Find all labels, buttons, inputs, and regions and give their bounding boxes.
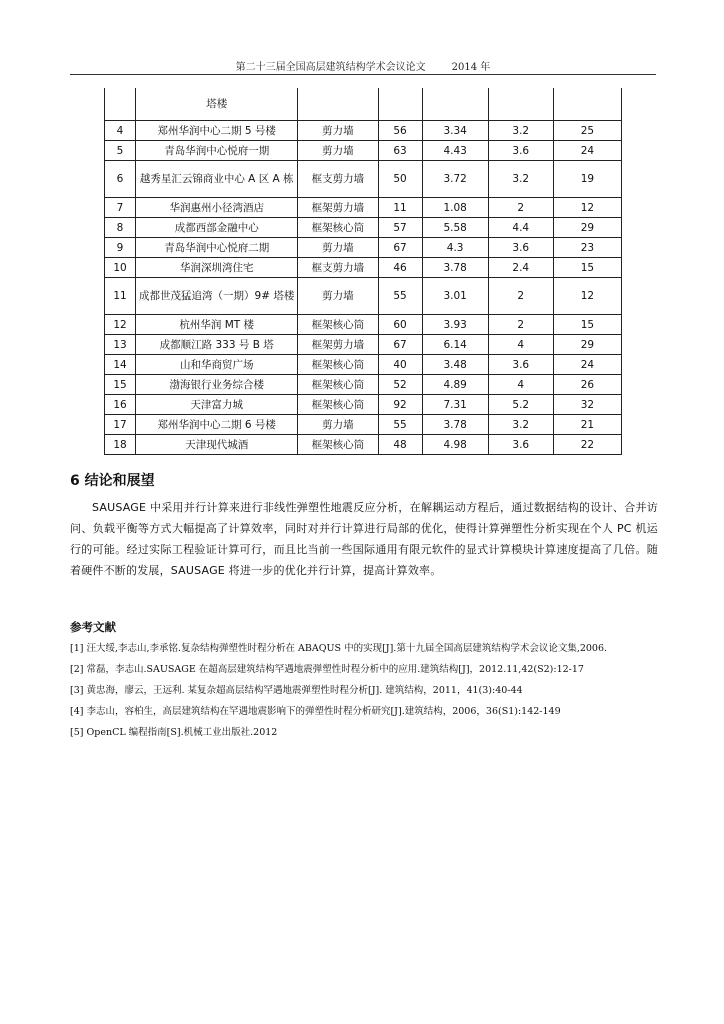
cell-v2: 7.31 [422, 395, 488, 415]
table-row [105, 278, 622, 315]
cell-type: 剪力墙 [298, 278, 378, 315]
references-heading: 参考文献 [70, 620, 116, 634]
cell-name: 杭州华润 MT 楼 [136, 315, 298, 335]
reference-list [70, 638, 658, 743]
table-row [105, 335, 622, 355]
cell-no: 8 [105, 218, 136, 238]
section-heading: 6 结论和展望 [70, 473, 155, 489]
cell-v3: 4 [488, 335, 553, 355]
cell-name: 渤海银行业务综合楼 [136, 375, 298, 395]
table-row [105, 141, 622, 161]
cell-v4: 23 [553, 238, 621, 258]
cell-type: 框架剪力墙 [298, 198, 378, 218]
cell-v3: 2 [488, 278, 553, 315]
cell-no: 6 [105, 161, 136, 198]
cell-type: 框支剪力墙 [298, 258, 378, 278]
cell-v4: 15 [553, 258, 621, 278]
reference-item: [3] 黄忠海，廖云，王远利. 某复杂超高层结构罕遇地震弹塑性时程分析[J]. 建筑结构，2011，41(3):40-44 [70, 685, 523, 696]
cell-type: 框架核心筒 [298, 315, 378, 335]
cell-v2: 3.01 [422, 278, 488, 315]
cell-no: 4 [105, 121, 136, 141]
cell-v3: 3.6 [488, 355, 553, 375]
cell-no: 13 [105, 335, 136, 355]
cell-v1: 46 [378, 258, 422, 278]
cell-v4: 32 [553, 395, 621, 415]
cell-v3: 3.2 [488, 415, 553, 435]
cell-v4: 29 [553, 335, 621, 355]
header-title: 第二十三届全国高层建筑结构学术会议论文 [235, 62, 426, 73]
cell-no: 12 [105, 315, 136, 335]
cell-name: 越秀星汇云锦商业中心 A 区 A 栋 [136, 161, 298, 198]
table-row [105, 258, 622, 278]
reference-item: [1] 汪大绥,李志山,李承铭.复杂结构弹塑性时程分析在 ABAQUS 中的实现[J].第十九届全国高层建筑结构学术会议论文集,2006. [70, 643, 608, 654]
cell-v2: 4.43 [422, 141, 488, 161]
cell-v1: 55 [378, 415, 422, 435]
cell-v2: 4.98 [422, 435, 488, 455]
cell-v3: 5.2 [488, 395, 553, 415]
cell-name: 青岛华润中心悦府一期 [136, 141, 298, 161]
cell-name: 天津富力城 [136, 395, 298, 415]
cell-v1: 50 [378, 161, 422, 198]
cell-v4: 25 [553, 121, 621, 141]
header-rule [70, 74, 656, 75]
table-row [105, 218, 622, 238]
reference-item: [5] OpenCL 编程指南[S].机械工业出版社.2012 [70, 727, 278, 738]
cell-v3: 3.6 [488, 435, 553, 455]
cell-name: 山和华商贸广场 [136, 355, 298, 375]
table-row [105, 435, 622, 455]
cell-v2: 3.72 [422, 161, 488, 198]
cell-v4: 24 [553, 355, 621, 375]
cell-v1: 67 [378, 335, 422, 355]
table-row [105, 375, 622, 395]
table-row [105, 238, 622, 258]
cell-name: 郑州华润中心二期 5 号楼 [136, 121, 298, 141]
cell-name: 成都顺江路 333 号 B 塔 [136, 335, 298, 355]
cell-v4: 19 [553, 161, 621, 198]
cell-v1: 52 [378, 375, 422, 395]
cell-v2: 3.48 [422, 355, 488, 375]
cell-no [105, 88, 136, 121]
table-body [105, 88, 622, 455]
cell-no: 10 [105, 258, 136, 278]
cell-v2: 5.58 [422, 218, 488, 238]
cell-no: 14 [105, 355, 136, 375]
cell-no: 11 [105, 278, 136, 315]
table-row [105, 161, 622, 198]
cell-name: 郑州华润中心二期 6 号楼 [136, 415, 298, 435]
cell-v2: 3.93 [422, 315, 488, 335]
running-header [70, 58, 656, 74]
cell-v4: 12 [553, 278, 621, 315]
cell-type: 剪力墙 [298, 141, 378, 161]
cell-v3: 2.4 [488, 258, 553, 278]
cell-v4: 21 [553, 415, 621, 435]
cell-no: 5 [105, 141, 136, 161]
cell-type: 剪力墙 [298, 121, 378, 141]
cell-name: 天津现代城酒 [136, 435, 298, 455]
cell-v4: 24 [553, 141, 621, 161]
cell-v3: 2 [488, 198, 553, 218]
cell-v1: 60 [378, 315, 422, 335]
table-row [105, 395, 622, 415]
reference-item: [2] 常磊，李志山.SAUSAGE 在超高层建筑结构罕遇地震弹塑性时程分析中的应用.建筑结构[J]，2012.11,42(S2):12-17 [70, 664, 584, 675]
cell-v1: 56 [378, 121, 422, 141]
cell-v3: 3.2 [488, 121, 553, 141]
cell-type: 框架核心筒 [298, 218, 378, 238]
table-row [105, 121, 622, 141]
reference-item: [4] 李志山，容柏生，高层建筑结构在罕遇地震影响下的弹塑性时程分析研究[J].建筑结构，2006，36(S1):142-149 [70, 706, 561, 717]
cell-type: 框架核心筒 [298, 435, 378, 455]
cell-name: 成都世茂猛追湾（一期）9# 塔楼 [136, 278, 298, 315]
cell-v1: 92 [378, 395, 422, 415]
cell-name: 塔楼 [136, 88, 298, 121]
cell-v1: 57 [378, 218, 422, 238]
cell-name: 华润深圳湾住宅 [136, 258, 298, 278]
cell-no: 7 [105, 198, 136, 218]
cell-v1 [378, 88, 422, 121]
cell-type [298, 88, 378, 121]
table-row [105, 198, 622, 218]
project-table [104, 88, 622, 455]
cell-name: 青岛华润中心悦府二期 [136, 238, 298, 258]
cell-v3: 4.4 [488, 218, 553, 238]
cell-type: 剪力墙 [298, 238, 378, 258]
table-row-continued [105, 88, 622, 121]
cell-no: 16 [105, 395, 136, 415]
cell-v2: 4.3 [422, 238, 488, 258]
table-row [105, 415, 622, 435]
cell-type: 框架核心筒 [298, 355, 378, 375]
cell-v2: 6.14 [422, 335, 488, 355]
cell-v2: 4.89 [422, 375, 488, 395]
cell-name: 成都西部金融中心 [136, 218, 298, 238]
cell-v2 [422, 88, 488, 121]
table-row [105, 355, 622, 375]
cell-no: 17 [105, 415, 136, 435]
cell-type: 框架剪力墙 [298, 335, 378, 355]
cell-v3 [488, 88, 553, 121]
cell-v1: 11 [378, 198, 422, 218]
cell-v4: 29 [553, 218, 621, 238]
cell-v4 [553, 88, 621, 121]
cell-type: 框支剪力墙 [298, 161, 378, 198]
cell-v4: 22 [553, 435, 621, 455]
section-paragraph: SAUSAGE 中采用并行计算来进行非线性弹塑性地震反应分析，在解耦运动方程后，通过数据结构的设计、合并访问、负载平衡等方式大幅提高了计算效率，同时对并行计算进行局部的优化，使得计算弹塑性分析实现在个人 PC 机运行的可能。经过实际工程验证计算可行，而且比当前一些国际通用有限元软件的显式计算模块计算速度提高了几倍。随着硬件不断的发展，SAUSAGE 将进一步的优化并行计算，提高计算效率。 [70, 501, 658, 577]
cell-v2: 3.78 [422, 415, 488, 435]
cell-v1: 67 [378, 238, 422, 258]
header-year: 2014 年 [451, 62, 491, 73]
cell-v4: 15 [553, 315, 621, 335]
cell-v2: 3.78 [422, 258, 488, 278]
cell-v2: 3.34 [422, 121, 488, 141]
cell-v1: 55 [378, 278, 422, 315]
cell-v2: 1.08 [422, 198, 488, 218]
cell-v3: 3.6 [488, 238, 553, 258]
cell-no: 18 [105, 435, 136, 455]
cell-type: 框架核心筒 [298, 395, 378, 415]
cell-v1: 63 [378, 141, 422, 161]
cell-v4: 12 [553, 198, 621, 218]
cell-name: 华润惠州小径湾酒店 [136, 198, 298, 218]
cell-no: 15 [105, 375, 136, 395]
table-row [105, 315, 622, 335]
cell-type: 框架核心筒 [298, 375, 378, 395]
cell-v1: 48 [378, 435, 422, 455]
cell-v3: 4 [488, 375, 553, 395]
cell-v3: 3.6 [488, 141, 553, 161]
cell-v3: 2 [488, 315, 553, 335]
cell-v3: 3.2 [488, 161, 553, 198]
cell-type: 剪力墙 [298, 415, 378, 435]
cell-no: 9 [105, 238, 136, 258]
cell-v4: 26 [553, 375, 621, 395]
cell-v1: 40 [378, 355, 422, 375]
